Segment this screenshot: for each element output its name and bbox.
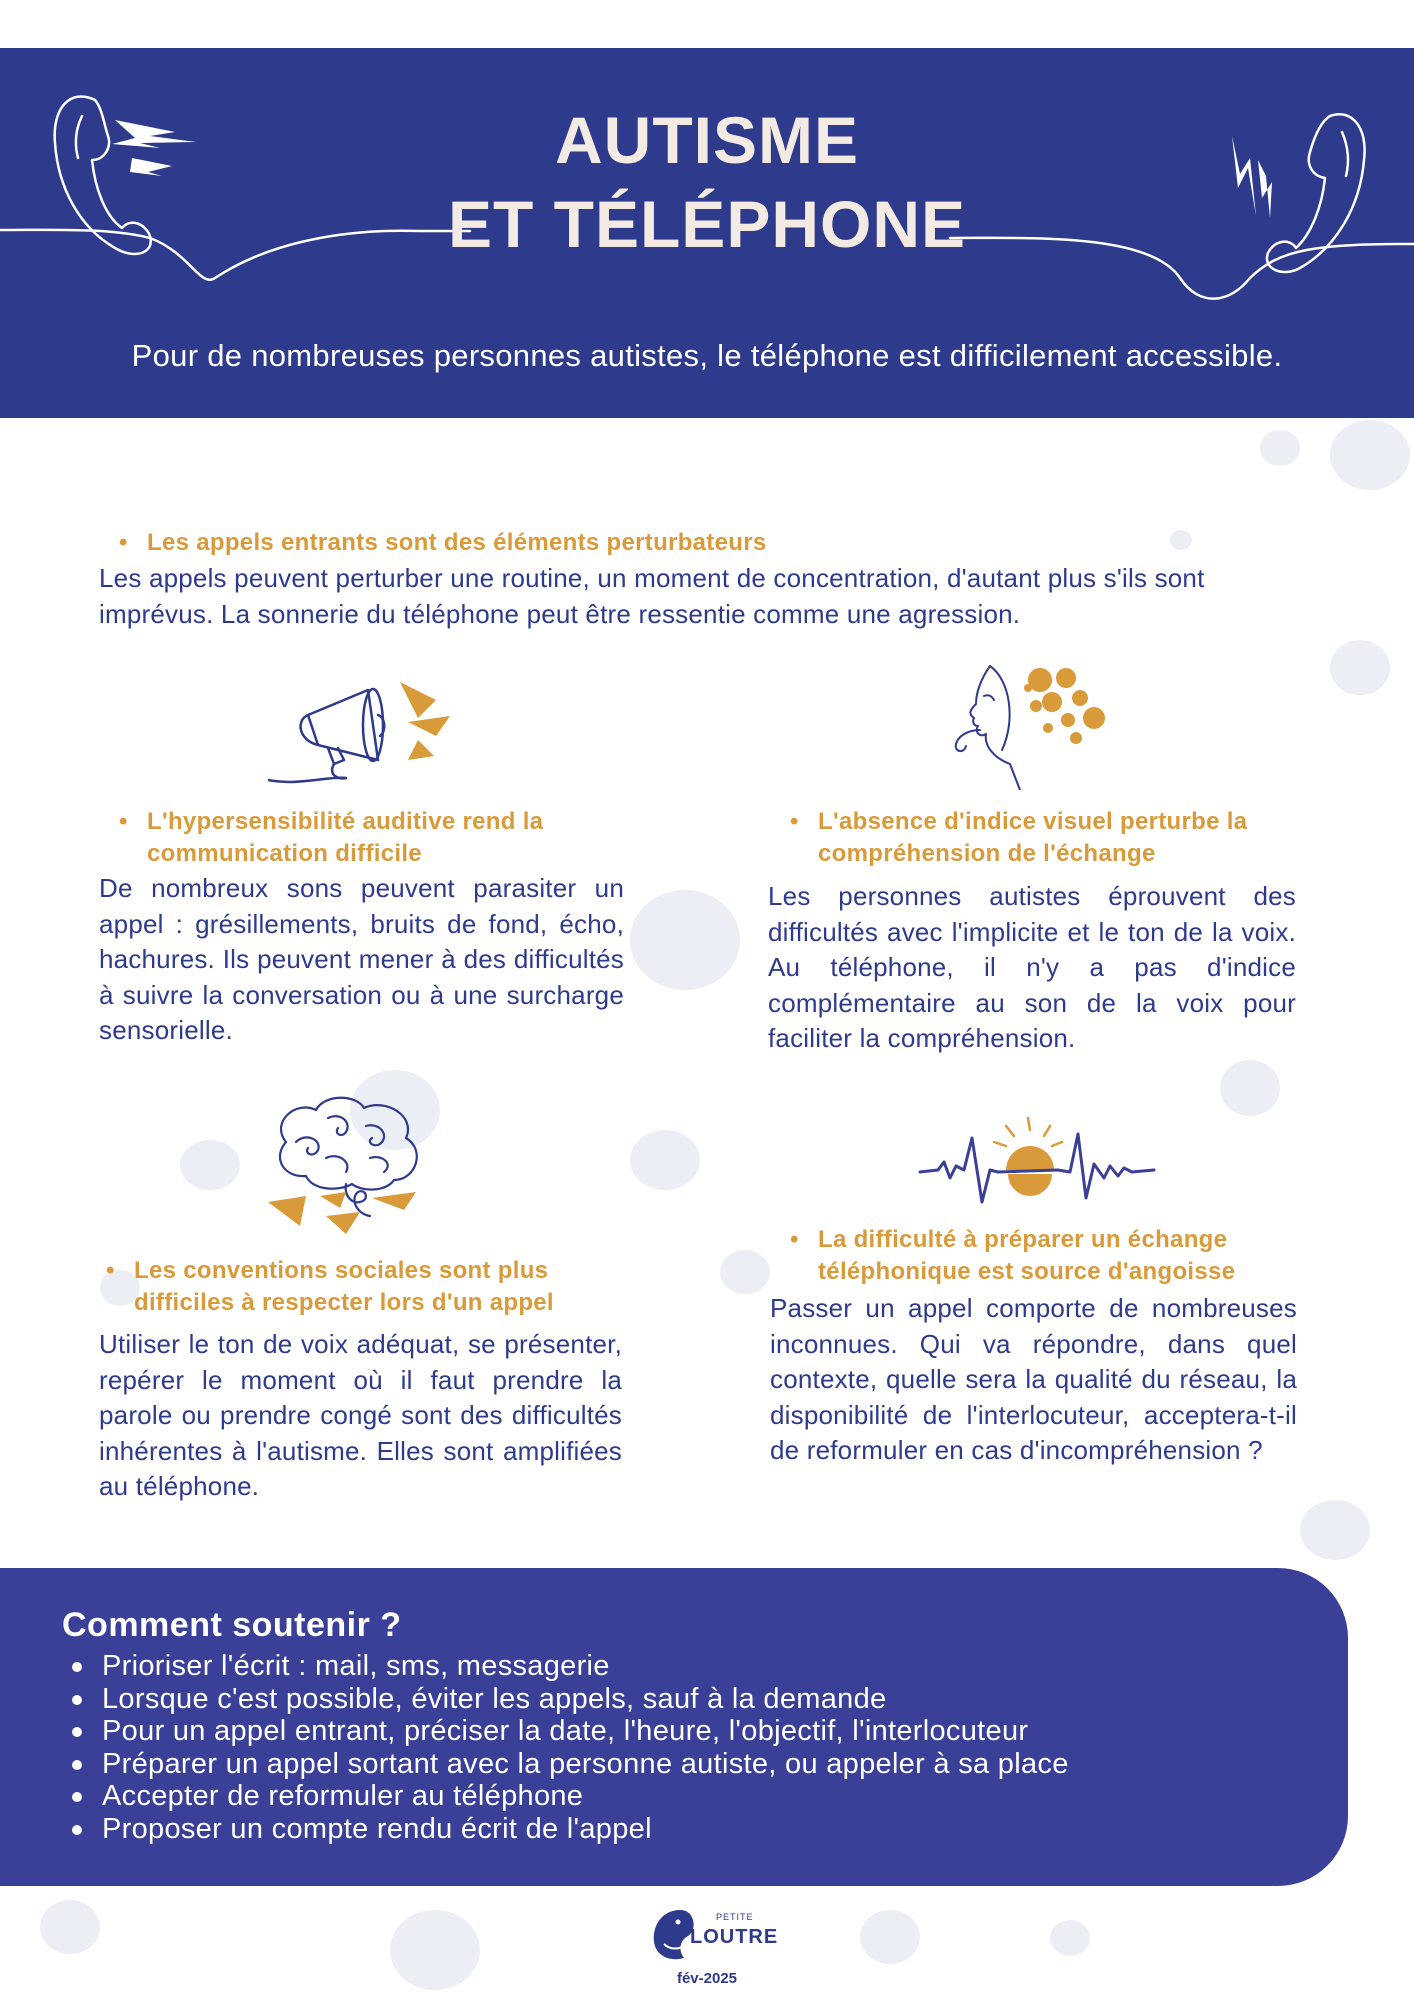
support-title: Comment soutenir ? — [62, 1606, 402, 1644]
bullet-dot: • — [119, 808, 128, 835]
face-profile-icon — [940, 660, 1130, 790]
section-body-hypersensitivity: De nombreux sons peuvent parasiter un appel : grésillements, bruits de fond, écho, hachures. Ils peuvent mener à des difficultés à suivre la conversation ou à une surcharge sensorielle. — [99, 873, 624, 1045]
section-heading-text: Les appels entrants sont des éléments perturbateurs — [147, 529, 767, 556]
logo-large-text: LOUTRE — [690, 1926, 779, 1948]
background-blot — [1260, 430, 1300, 466]
background-blot — [630, 1130, 700, 1190]
section-body-visual-cues: Les personnes autistes éprouvent des difficultés avec l'implicite et le ton de la voix. Au téléphone, il n'y a pas d'indice complémentaire au son de la voix pour faciliter la compréhension. — [768, 881, 1296, 1053]
section-heading-text: L'hypersensibilité auditive rend la communication difficile — [147, 808, 544, 867]
background-blot — [860, 1910, 920, 1964]
background-blot — [1050, 1920, 1090, 1956]
bullet-dot: • — [119, 529, 128, 556]
background-blot — [720, 1250, 770, 1294]
page-title-line-2: ET TÉLÉPHONE — [447, 187, 967, 261]
header-banner — [0, 48, 1414, 418]
list-item: Lorsque c'est possible, éviter les appels, sauf à la demande — [62, 1683, 1069, 1716]
page-subtitle: Pour de nombreuses personnes autistes, le téléphone est difficilement accessible. — [131, 338, 1283, 373]
section-heading-visual-cues — [790, 806, 1308, 870]
support-list — [62, 1650, 1069, 1845]
logo-small-text: PETITE — [716, 1912, 754, 1922]
section-heading-hypersensitivity — [119, 806, 647, 870]
background-blot — [1330, 640, 1390, 695]
background-blot — [40, 1900, 100, 1954]
section-body-incoming-calls: Les appels peuvent perturber une routine, un moment de concentration, d'autant plus s'ils sont imprévus. La sonnerie du téléphone peut être ressentie comme une agression. — [99, 563, 1205, 629]
bullet-dot: • — [790, 1226, 799, 1253]
publication-date: fév-2025 — [676, 1970, 738, 1987]
megaphone-icon — [268, 660, 488, 790]
section-heading-text: La difficulté à préparer un échange téléphonique est source d'angoisse — [818, 1226, 1236, 1285]
background-blot — [1300, 1500, 1370, 1560]
brain-icon — [266, 1092, 436, 1242]
list-item: Accepter de reformuler au téléphone — [62, 1780, 1069, 1813]
background-blot — [180, 1140, 240, 1190]
section-body-call-preparation: Passer un appel comporte de nombreuses inconnues. Qui va répondre, dans quel contexte, quelle sera la qualité du réseau, la disponibilité de l'interlocuteur, acceptera-t-il de reformuler en cas d'incompréhension ? — [770, 1293, 1297, 1465]
section-heading-call-preparation — [790, 1224, 1296, 1288]
bullet-dot: • — [106, 1257, 115, 1284]
section-heading-incoming-calls — [119, 527, 1247, 559]
list-item: Prioriser l'écrit : mail, sms, messagerie — [62, 1650, 1069, 1683]
section-heading-text: L'absence d'indice visuel perturbe la compréhension de l'échange — [818, 808, 1248, 867]
bullet-dot: • — [790, 808, 799, 835]
list-item: Préparer un appel sortant avec la personne autiste, ou appeler à sa place — [62, 1748, 1069, 1781]
list-item: Proposer un compte rendu écrit de l'appel — [62, 1813, 1069, 1846]
section-heading-text: Les conventions sociales sont plus difficiles à respecter lors d'un appel — [134, 1257, 554, 1316]
list-item: Pour un appel entrant, préciser la date, l'heure, l'objectif, l'interlocuteur — [62, 1715, 1069, 1748]
background-blot — [1220, 1060, 1280, 1116]
page-title-line-1: AUTISME — [555, 103, 859, 177]
petite-loutre-logo — [650, 1904, 779, 1969]
section-heading-social-conventions — [106, 1255, 654, 1319]
background-blot — [630, 890, 740, 990]
background-blot — [1330, 420, 1410, 490]
section-body-social-conventions: Utiliser le ton de voix adéquat, se présenter, repérer le moment où il faut prendre la parole ou prendre congé sont des difficultés inhérentes à l'autisme. Elles sont amplifiées au téléphone. — [99, 1329, 622, 1501]
heartbeat-sun-icon — [918, 1108, 1158, 1208]
